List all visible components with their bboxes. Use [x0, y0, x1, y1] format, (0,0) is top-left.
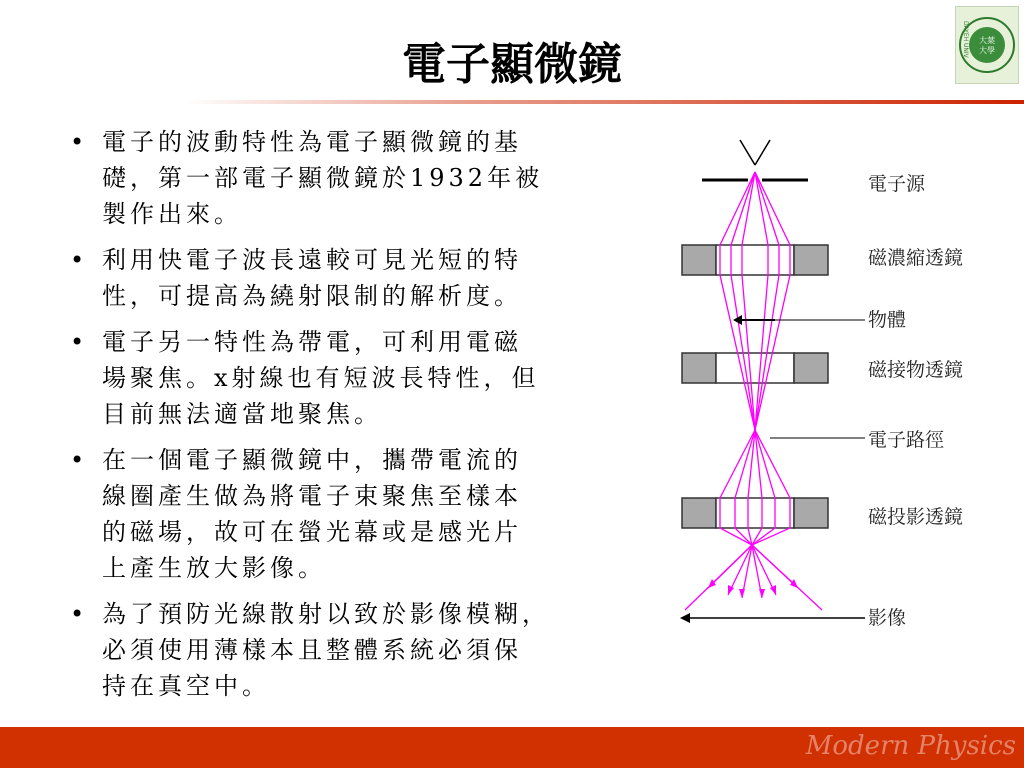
- bullet-line: 性，可提高為繞射限制的解析度。: [102, 282, 522, 310]
- bullet-line: 製作出來。: [102, 200, 242, 228]
- bullet-item: [58, 442, 643, 586]
- bullet-line: 上產生放大影像。: [102, 554, 326, 582]
- label-object: 物體: [868, 309, 907, 331]
- electron-microscope-diagram: [660, 120, 1005, 640]
- svg-text:DAYEH UNIV: DAYEH UNIV: [962, 21, 969, 58]
- label-projector-lens: 磁投影透鏡: [868, 506, 964, 528]
- bullet-item: [58, 124, 643, 232]
- svg-text:大葉: 大葉: [979, 36, 995, 45]
- title-divider: [0, 100, 1024, 104]
- objective-lens: [682, 353, 828, 383]
- footer-text: Modern Physics: [805, 731, 1016, 761]
- bullet-dot-icon: •: [70, 328, 89, 356]
- bullet-dot-icon: •: [70, 600, 89, 628]
- slide-title: 電子顯微鏡: [402, 39, 622, 90]
- bullet-list: [58, 124, 643, 714]
- university-seal-logo: [955, 6, 1019, 84]
- bullet-line: 持在真空中。: [102, 672, 270, 700]
- bullet-dot-icon: •: [70, 246, 89, 274]
- label-image: 影像: [868, 607, 907, 629]
- svg-text:大學: 大學: [979, 46, 995, 55]
- label-objective-lens: 磁接物透鏡: [868, 359, 964, 381]
- beam-arrowheads: [708, 579, 798, 598]
- label-condenser-lens: 磁濃縮透鏡: [868, 247, 964, 269]
- bullet-dot-icon: •: [70, 128, 89, 156]
- object-arrow-icon: [733, 315, 865, 325]
- label-electron-path: 電子路徑: [868, 429, 945, 451]
- image-arrow-icon: [680, 613, 865, 623]
- bullet-item: [58, 324, 643, 432]
- bullet-item: [58, 242, 643, 314]
- bullet-line: 目前無法適當地聚焦。: [102, 400, 382, 428]
- bullet-line: 必須使用薄樣本且整體系統必須保: [102, 636, 522, 664]
- bullet-line: 利用快電子波長遠較可見光短的特: [102, 246, 522, 274]
- bullet-line: 礎，第一部電子顯微鏡於1932年被: [102, 164, 544, 192]
- bullet-line: 電子的波動特性為電子顯微鏡的基: [102, 128, 522, 156]
- projector-lens: [682, 498, 828, 528]
- bullet-line: 在一個電子顯微鏡中，攜帶電流的: [102, 446, 522, 474]
- bullet-item: [58, 596, 643, 704]
- bullet-dot-icon: •: [70, 446, 89, 474]
- label-electron-source: 電子源: [868, 173, 926, 195]
- bullet-line: 場聚焦。x射線也有短波長特性，但: [102, 364, 540, 392]
- bullet-line: 線圈產生做為將電子束聚焦至樣本: [102, 482, 522, 510]
- bullet-line: 的磁場，故可在螢光幕或是感光片: [102, 518, 522, 546]
- bullet-line: 為了預防光線散射以致於影像模糊，: [102, 600, 550, 628]
- bullet-line: 電子另一特性為帶電，可利用電磁: [102, 328, 522, 356]
- electron-beam-paths: [685, 172, 822, 610]
- condenser-lens: [682, 245, 828, 275]
